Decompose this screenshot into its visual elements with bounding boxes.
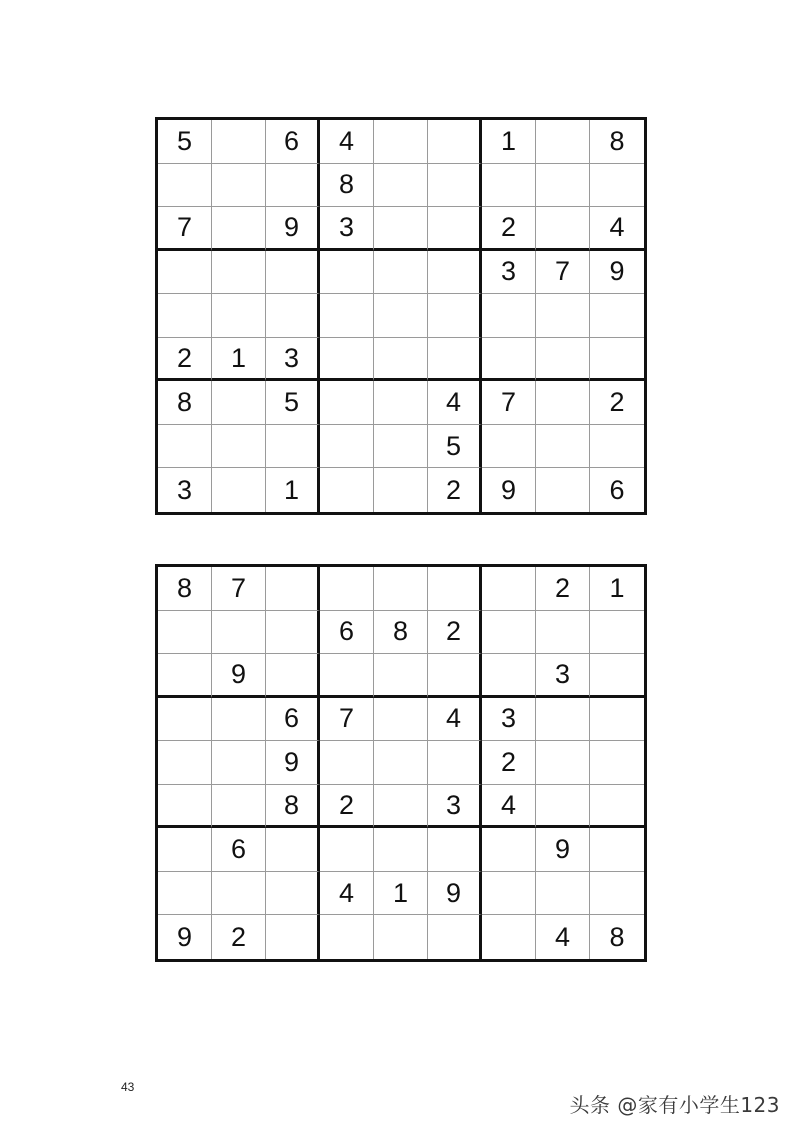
sudoku-cell: [212, 611, 266, 655]
sudoku-cell: 1: [482, 120, 536, 164]
sudoku-cell: [590, 654, 644, 698]
sudoku-cell: [428, 164, 482, 208]
sudoku-cell: 2: [428, 611, 482, 655]
sudoku-cell: 5: [158, 120, 212, 164]
sudoku-cell: 1: [590, 567, 644, 611]
sudoku-cell: [482, 915, 536, 959]
sudoku-cell: [590, 698, 644, 742]
sudoku-cell: [536, 338, 590, 382]
sudoku-cell: 6: [609, 474, 625, 505]
sudoku-cell: [320, 468, 374, 512]
sudoku-cell: 8: [158, 567, 212, 611]
sudoku-cell: [212, 425, 266, 469]
sudoku-cell: [536, 425, 590, 469]
sudoku-cell: [158, 654, 212, 698]
sudoku-cell: 2: [158, 338, 212, 382]
sudoku-cell: [320, 567, 374, 611]
sudoku-cell: 8: [266, 785, 320, 829]
sudoku-cell: 8: [320, 164, 374, 208]
sudoku-cell: [590, 338, 644, 382]
sudoku-cell: [428, 741, 482, 785]
sudoku-cell: [428, 567, 482, 611]
sudoku-cell: 7: [158, 207, 212, 251]
sudoku-cell: 2: [320, 785, 374, 829]
sudoku-cell: 3: [536, 654, 590, 698]
sudoku-cell: [266, 611, 320, 655]
sudoku-cell: 5: [266, 381, 320, 425]
sudoku-cell: [482, 828, 536, 872]
sudoku-cell: [374, 741, 428, 785]
sudoku-cell: [536, 611, 590, 655]
sudoku-cell: 4: [428, 698, 482, 742]
sudoku-cell: [212, 381, 266, 425]
sudoku-cell: [590, 164, 644, 208]
sudoku-cell: 9: [428, 872, 482, 916]
sudoku-cell: 3: [320, 207, 374, 251]
sudoku-cell: [266, 567, 320, 611]
sudoku-cell: [374, 468, 428, 512]
sudoku-cell: [482, 611, 536, 655]
sudoku-cell: 5: [428, 425, 482, 469]
sudoku-cell: [374, 425, 428, 469]
sudoku-cell: 6: [320, 611, 374, 655]
sudoku-cell: 9: [266, 741, 320, 785]
watermark: 头条 @家有小学生123: [569, 1093, 780, 1117]
sudoku-cell: [212, 698, 266, 742]
sudoku-cell: [374, 915, 428, 959]
sudoku-cell: 9: [158, 915, 212, 959]
sudoku-cell: [320, 915, 374, 959]
sudoku-cell: 8: [590, 120, 644, 164]
sudoku-cell: [374, 567, 428, 611]
sudoku-cell: [374, 654, 428, 698]
sudoku-cell: [158, 698, 212, 742]
sudoku-cell: [374, 120, 428, 164]
sudoku-cell: [374, 294, 428, 338]
sudoku-cell: [482, 338, 536, 382]
sudoku-cell: [428, 207, 482, 251]
sudoku-cell: 4: [428, 381, 482, 425]
sudoku-cell: [374, 828, 428, 872]
sudoku-cell: 3: [482, 698, 536, 742]
sudoku-cell: [158, 425, 212, 469]
sudoku-cell: [536, 872, 590, 916]
sudoku-cell: 7: [536, 251, 590, 295]
sudoku-cell: [536, 698, 590, 742]
sudoku-cell: [482, 294, 536, 338]
sudoku-cell: 3: [266, 338, 320, 382]
sudoku-cell: 2: [482, 207, 536, 251]
sudoku-cell: [320, 828, 374, 872]
sudoku-cell: 2: [212, 915, 266, 959]
sudoku-cell: 1: [212, 338, 266, 382]
sudoku-cell: [266, 654, 320, 698]
sudoku-cell: [590, 611, 644, 655]
sudoku-grid-1: [155, 117, 647, 515]
sudoku-cell: [590, 828, 644, 872]
sudoku-cell: [590, 785, 644, 829]
sudoku-cell: [158, 251, 212, 295]
sudoku-cell: [590, 294, 644, 338]
sudoku-cell: [212, 785, 266, 829]
sudoku-cell: [428, 915, 482, 959]
sudoku-cell: [212, 251, 266, 295]
sudoku-cell: 9: [212, 654, 266, 698]
sudoku-cell: [158, 828, 212, 872]
sudoku-cell: [266, 294, 320, 338]
sudoku-cell: [482, 654, 536, 698]
sudoku-cell: 8: [374, 611, 428, 655]
sudoku-cell: [536, 468, 590, 512]
sudoku-cell: [536, 741, 590, 785]
sudoku-cell: [374, 338, 428, 382]
sudoku-cell: [212, 468, 266, 512]
sudoku-cell: [482, 567, 536, 611]
sudoku-cell: 2: [590, 381, 644, 425]
sudoku-cell: [536, 164, 590, 208]
sudoku-cell: 4: [536, 915, 590, 959]
sudoku-cell: 8: [609, 921, 625, 952]
sudoku-cell: [590, 425, 644, 469]
sudoku-cell: 6: [266, 120, 320, 164]
sudoku-cell: [266, 872, 320, 916]
sudoku-cell: [536, 785, 590, 829]
sudoku-cell: [590, 741, 644, 785]
sudoku-cell: 8: [158, 381, 212, 425]
sudoku-cell: [158, 741, 212, 785]
sudoku-cell: [374, 207, 428, 251]
sudoku-cell: 3: [482, 251, 536, 295]
sudoku-cell: [482, 872, 536, 916]
sudoku-cell: [266, 251, 320, 295]
sudoku-cell: [212, 164, 266, 208]
sudoku-cell: 7: [482, 381, 536, 425]
sudoku-cell: 6: [266, 698, 320, 742]
sudoku-cell: [536, 207, 590, 251]
sudoku-cell: [374, 164, 428, 208]
sudoku-cell: [482, 164, 536, 208]
sudoku-cell: 9: [266, 207, 320, 251]
sudoku-cell: [158, 872, 212, 916]
sudoku-cell: [374, 698, 428, 742]
sudoku-cell: [266, 164, 320, 208]
sudoku-cell: [320, 338, 374, 382]
sudoku-cell: [374, 251, 428, 295]
sudoku-cell: 3: [158, 468, 212, 512]
sudoku-cell: [536, 381, 590, 425]
sudoku-cell: 4: [482, 785, 536, 829]
sudoku-cell: [536, 294, 590, 338]
sudoku-cell: 6: [212, 828, 266, 872]
sudoku-cell: [590, 872, 644, 916]
sudoku-cell: 7: [212, 567, 266, 611]
sudoku-cell: [428, 828, 482, 872]
sudoku-cell: 7: [320, 698, 374, 742]
sudoku-grid-2: [155, 564, 647, 962]
sudoku-cell: [428, 338, 482, 382]
sudoku-cell: [158, 294, 212, 338]
sudoku-cell: 1: [266, 468, 320, 512]
sudoku-cell: [320, 251, 374, 295]
sudoku-cell: [266, 425, 320, 469]
sudoku-cell: [266, 828, 320, 872]
sudoku-cell: [428, 654, 482, 698]
sudoku-cell: [374, 381, 428, 425]
sudoku-cell: [158, 164, 212, 208]
sudoku-cell: [158, 785, 212, 829]
sudoku-cell: 9: [482, 468, 536, 512]
sudoku-cell: [482, 425, 536, 469]
sudoku-cell: [320, 294, 374, 338]
sudoku-cell: [320, 381, 374, 425]
page-number: 43: [121, 1080, 135, 1094]
sudoku-cell: 2: [482, 741, 536, 785]
sudoku-cell: [212, 120, 266, 164]
sudoku-cell: [266, 915, 320, 959]
sudoku-cell: 9: [590, 251, 644, 295]
sudoku-cell: [320, 741, 374, 785]
sudoku-cell: [212, 207, 266, 251]
sudoku-cell: [428, 120, 482, 164]
sudoku-cell: [158, 611, 212, 655]
sudoku-cell: 3: [428, 785, 482, 829]
sudoku-cell: [536, 120, 590, 164]
sudoku-cell: [212, 872, 266, 916]
sudoku-cell: 9: [536, 828, 590, 872]
sudoku-cell: 4: [320, 872, 374, 916]
sudoku-cell: [374, 785, 428, 829]
sudoku-cell: [212, 294, 266, 338]
sudoku-cell: [320, 654, 374, 698]
sudoku-cell: 4: [320, 120, 374, 164]
sudoku-cell: 4: [590, 207, 644, 251]
sudoku-cell: 2: [428, 468, 482, 512]
sudoku-cell: 1: [374, 872, 428, 916]
sudoku-cell: [212, 741, 266, 785]
sudoku-cell: [320, 425, 374, 469]
sudoku-cell: [428, 294, 482, 338]
sudoku-cell: [428, 251, 482, 295]
sudoku-cell: 2: [536, 567, 590, 611]
